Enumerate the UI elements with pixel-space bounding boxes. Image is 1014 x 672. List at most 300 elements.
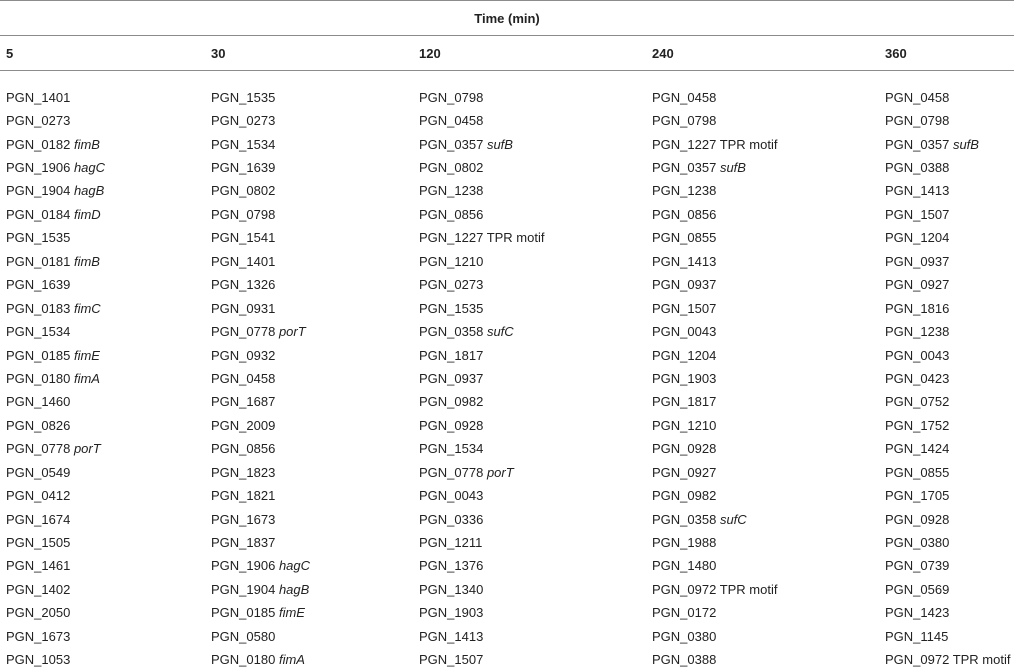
- table-cell: [0, 344, 205, 367]
- gene-name: fimB: [73, 136, 100, 152]
- gene-id: PGN_0412: [6, 488, 71, 504]
- table-cell: [646, 531, 879, 554]
- table-cell: [879, 649, 1014, 672]
- table-row: [0, 274, 1014, 297]
- table-cell: [205, 414, 413, 437]
- table-cell: [205, 649, 413, 672]
- table-cell: [879, 180, 1014, 203]
- table-cell: [646, 367, 879, 390]
- gene-name: porT: [486, 464, 514, 480]
- gene-id: PGN_1534: [6, 324, 71, 340]
- gene-id: PGN_1211: [419, 535, 483, 551]
- table-cell: [413, 133, 646, 156]
- gene-name: fimD: [73, 206, 101, 222]
- gene-id: PGN_0798: [211, 206, 276, 222]
- table-row: [0, 649, 1014, 672]
- table-cell: [879, 109, 1014, 132]
- table-cell: [413, 578, 646, 601]
- gene-id: PGN_1817: [419, 347, 484, 363]
- gene-id: PGN_1326: [211, 277, 276, 293]
- gene-id: PGN_1988: [652, 535, 717, 551]
- column-header: 5: [0, 36, 205, 71]
- gene-id: PGN_0423: [885, 370, 950, 386]
- table-cell: [879, 438, 1014, 461]
- gene-id: PGN_0928: [652, 441, 717, 457]
- table-cell: [205, 227, 413, 250]
- gene-id: PGN_1906: [211, 558, 276, 574]
- gene-id: PGN_0932: [211, 347, 276, 363]
- gene-id: PGN_1424: [885, 441, 950, 457]
- table-cell: [646, 156, 879, 179]
- table-cell: [879, 156, 1014, 179]
- gene-id: PGN_2009: [211, 417, 276, 433]
- gene-id: PGN_0380: [652, 628, 717, 644]
- gene-id: PGN_1823: [211, 464, 276, 480]
- table-row: [0, 250, 1014, 273]
- gene-id: PGN_1816: [885, 300, 950, 316]
- gene-id: PGN_1687: [211, 394, 276, 410]
- table-cell: [646, 203, 879, 226]
- gene-id: PGN_1227 TPR motif: [652, 136, 778, 152]
- gene-id: PGN_0185: [211, 605, 276, 621]
- table-cell: [0, 414, 205, 437]
- table-row: [0, 578, 1014, 601]
- gene-id: PGN_1904: [211, 581, 276, 597]
- gene-id: PGN_1534: [419, 441, 484, 457]
- gene-id: PGN_0273: [211, 113, 276, 129]
- table-cell: [646, 133, 879, 156]
- table-cell: [879, 320, 1014, 343]
- table-cell: [413, 227, 646, 250]
- table-cell: [0, 531, 205, 554]
- table-cell: [879, 250, 1014, 273]
- table-cell: [205, 297, 413, 320]
- gene-id: PGN_0458: [211, 370, 276, 386]
- table-cell: [0, 438, 205, 461]
- table-row: [0, 133, 1014, 156]
- table-row: [0, 602, 1014, 625]
- table-row: [0, 625, 1014, 648]
- table-cell: [0, 320, 205, 343]
- gene-id: PGN_1413: [652, 253, 717, 269]
- gene-id: PGN_2050: [6, 605, 71, 621]
- table-row: [0, 438, 1014, 461]
- gene-name: sufB: [719, 160, 746, 176]
- gene-name: porT: [73, 441, 101, 457]
- table-cell: [646, 86, 879, 109]
- table-cell: [205, 555, 413, 578]
- gene-id: PGN_0855: [885, 464, 950, 480]
- gene-id: PGN_0185: [6, 347, 71, 363]
- gene-id: PGN_0972 TPR motif: [652, 581, 778, 597]
- table-cell: [879, 602, 1014, 625]
- gene-id: PGN_1673: [6, 628, 71, 644]
- table-cell: [205, 531, 413, 554]
- gene-name: sufC: [719, 511, 747, 527]
- gene-id: PGN_1227 TPR motif: [419, 230, 545, 246]
- gene-id: PGN_0798: [652, 113, 717, 129]
- gene-id: PGN_1238: [419, 183, 484, 199]
- table-row: [0, 555, 1014, 578]
- table-row: [0, 531, 1014, 554]
- gene-id: PGN_1376: [419, 558, 484, 574]
- table-cell: [413, 391, 646, 414]
- gene-id: PGN_0569: [885, 581, 950, 597]
- gene-id: PGN_0458: [885, 89, 950, 105]
- gene-id: PGN_1903: [419, 605, 484, 621]
- column-header: 30: [205, 36, 413, 71]
- gene-id: PGN_1903: [652, 370, 717, 386]
- table-cell: [413, 461, 646, 484]
- gene-id: PGN_0798: [885, 113, 950, 129]
- column-header: 240: [646, 36, 879, 71]
- table-cell: [646, 227, 879, 250]
- table-cell: [879, 274, 1014, 297]
- table-cell: [879, 133, 1014, 156]
- table-cell: [413, 180, 646, 203]
- table-cell: [879, 227, 1014, 250]
- table-cell: [879, 625, 1014, 648]
- gene-id: PGN_1817: [652, 394, 717, 410]
- table-cell: [0, 203, 205, 226]
- gene-id: PGN_0458: [419, 113, 484, 129]
- table-title-row: [0, 1, 1014, 36]
- table-cell: [413, 274, 646, 297]
- gene-id: PGN_0826: [6, 417, 71, 433]
- gene-id: PGN_1461: [6, 558, 71, 574]
- table-row: [0, 109, 1014, 132]
- gene-id: PGN_0972 TPR motif: [885, 652, 1011, 668]
- table-row: [0, 367, 1014, 390]
- table-cell: [0, 484, 205, 507]
- table-cell: [0, 86, 205, 109]
- table-row: [0, 227, 1014, 250]
- gene-id: PGN_0172: [652, 605, 717, 621]
- gene-id: PGN_1705: [885, 488, 950, 504]
- table-cell: [879, 391, 1014, 414]
- gene-id: PGN_0358: [652, 511, 717, 527]
- table-cell: [205, 438, 413, 461]
- table-cell: [646, 250, 879, 273]
- gene-id: PGN_1535: [419, 300, 484, 316]
- gene-name: fimE: [73, 347, 100, 363]
- table-cell: [646, 602, 879, 625]
- table-cell: [879, 367, 1014, 390]
- gene-id: PGN_0388: [885, 160, 950, 176]
- gene-id: PGN_0549: [6, 464, 71, 480]
- table-cell: [205, 508, 413, 531]
- table-cell: [0, 391, 205, 414]
- table-cell: [879, 297, 1014, 320]
- gene-id: PGN_0180: [6, 370, 71, 386]
- gene-id: PGN_0273: [419, 277, 484, 293]
- gene-name: hagB: [73, 183, 105, 199]
- gene-id: PGN_1906: [6, 160, 71, 176]
- gene-id: PGN_1534: [211, 136, 276, 152]
- gene-id: PGN_0180: [211, 652, 276, 668]
- table-row: [0, 461, 1014, 484]
- table-title: Time (min): [0, 1, 1014, 36]
- gene-id: PGN_1507: [419, 652, 484, 668]
- gene-id: PGN_1752: [885, 417, 950, 433]
- gene-id: PGN_1401: [6, 89, 71, 105]
- gene-id: PGN_0856: [419, 206, 484, 222]
- gene-id: PGN_0184: [6, 206, 71, 222]
- gene-id: PGN_0937: [885, 253, 950, 269]
- table-cell: [413, 109, 646, 132]
- gene-name: porT: [278, 324, 306, 340]
- table-cell: [646, 320, 879, 343]
- table-row: [0, 180, 1014, 203]
- gene-id: PGN_0802: [419, 160, 484, 176]
- gene-id: PGN_1673: [211, 511, 276, 527]
- table-cell: [205, 367, 413, 390]
- gene-id: PGN_1238: [652, 183, 717, 199]
- table-cell: [646, 344, 879, 367]
- gene-id: PGN_0182: [6, 136, 71, 152]
- table-cell: [205, 391, 413, 414]
- table-cell: [0, 508, 205, 531]
- gene-id: PGN_0181: [6, 253, 71, 269]
- table-cell: [646, 555, 879, 578]
- table-cell: [0, 297, 205, 320]
- gene-id: PGN_0802: [211, 183, 276, 199]
- table-cell: [205, 156, 413, 179]
- table-cell: [205, 86, 413, 109]
- table-cell: [879, 86, 1014, 109]
- gene-id: PGN_1507: [885, 206, 950, 222]
- gene-id: PGN_0357: [419, 136, 484, 152]
- table-cell: [413, 156, 646, 179]
- gene-id: PGN_0928: [885, 511, 950, 527]
- gene-id: PGN_0739: [885, 558, 950, 574]
- table-cell: [646, 578, 879, 601]
- table-cell: [413, 367, 646, 390]
- table-cell: [413, 250, 646, 273]
- gene-id: PGN_0358: [419, 324, 484, 340]
- table-cell: [205, 602, 413, 625]
- gene-id: PGN_1204: [652, 347, 717, 363]
- gene-id: PGN_0982: [652, 488, 717, 504]
- gene-id: PGN_0931: [211, 300, 276, 316]
- gene-id: PGN_0778: [6, 441, 71, 457]
- gene-id: PGN_1460: [6, 394, 71, 410]
- table-cell: [205, 133, 413, 156]
- gene-id: PGN_0183: [6, 300, 71, 316]
- gene-id: PGN_0273: [6, 113, 71, 129]
- gene-id: PGN_0458: [652, 89, 717, 105]
- gene-id: PGN_1674: [6, 511, 71, 527]
- gene-id: PGN_1413: [885, 183, 950, 199]
- table-cell: [646, 391, 879, 414]
- table-cell: [413, 414, 646, 437]
- gene-id: PGN_1401: [211, 253, 276, 269]
- gene-name: fimE: [278, 605, 305, 621]
- gene-id: PGN_1837: [211, 535, 276, 551]
- gene-id: PGN_1423: [885, 605, 950, 621]
- table-row: [0, 414, 1014, 437]
- gene-id: PGN_1238: [885, 324, 950, 340]
- table-cell: [879, 461, 1014, 484]
- table-cell: [413, 438, 646, 461]
- table-cell: [0, 250, 205, 273]
- gene-id: PGN_1340: [419, 581, 484, 597]
- table-cell: [646, 414, 879, 437]
- table-cell: [879, 555, 1014, 578]
- table-cell: [413, 531, 646, 554]
- table-row: [0, 86, 1014, 109]
- gene-id: PGN_0043: [419, 488, 484, 504]
- gene-id: PGN_0388: [652, 652, 717, 668]
- table-cell: [205, 344, 413, 367]
- gene-name: fimC: [73, 300, 101, 316]
- table-cell: [879, 484, 1014, 507]
- table-row: [0, 320, 1014, 343]
- table-cell: [646, 109, 879, 132]
- table-row: [0, 344, 1014, 367]
- table-cell: [205, 461, 413, 484]
- gene-id: PGN_1402: [6, 581, 71, 597]
- gene-name: sufC: [486, 324, 514, 340]
- gene-id: PGN_0043: [885, 347, 950, 363]
- table-cell: [205, 180, 413, 203]
- gene-id: PGN_0798: [419, 89, 484, 105]
- gene-id: PGN_1639: [211, 160, 276, 176]
- table-cell: [413, 625, 646, 648]
- table-row: [0, 203, 1014, 226]
- table-cell: [413, 344, 646, 367]
- table-cell: [413, 602, 646, 625]
- gene-id: PGN_0043: [652, 324, 717, 340]
- gene-id: PGN_0937: [652, 277, 717, 293]
- table-cell: [413, 203, 646, 226]
- table-cell: [205, 203, 413, 226]
- table-cell: [0, 555, 205, 578]
- gene-id: PGN_1535: [211, 89, 276, 105]
- table-cell: [205, 484, 413, 507]
- gene-id: PGN_0855: [652, 230, 717, 246]
- table-cell: [205, 320, 413, 343]
- gene-name: fimA: [278, 652, 305, 668]
- column-header: 120: [413, 36, 646, 71]
- gene-id: PGN_1541: [211, 230, 276, 246]
- gene-id: PGN_0928: [419, 417, 484, 433]
- gene-id: PGN_0778: [419, 464, 484, 480]
- gene-id: PGN_1204: [885, 230, 950, 246]
- gene-id: PGN_0856: [211, 441, 276, 457]
- gene-name: hagC: [73, 160, 106, 176]
- gene-id: PGN_0927: [885, 277, 950, 293]
- table-cell: [0, 461, 205, 484]
- table-row: [0, 391, 1014, 414]
- table-cell: [205, 274, 413, 297]
- table-cell: [646, 625, 879, 648]
- table-cell: [0, 227, 205, 250]
- table-cell: [646, 297, 879, 320]
- table-cell: [0, 602, 205, 625]
- gene-id: PGN_0982: [419, 394, 484, 410]
- table-cell: [0, 109, 205, 132]
- table-cell: [413, 555, 646, 578]
- gene-id: PGN_0752: [885, 394, 950, 410]
- table-cell: [879, 508, 1014, 531]
- gene-id: PGN_0778: [211, 324, 276, 340]
- table-cell: [879, 578, 1014, 601]
- table-cell: [205, 625, 413, 648]
- table-cell: [646, 274, 879, 297]
- table-body: [0, 86, 1014, 672]
- gene-id: PGN_1480: [652, 558, 717, 574]
- gene-id: PGN_1145: [885, 628, 949, 644]
- gene-id: PGN_0927: [652, 464, 717, 480]
- gene-id: PGN_0357: [652, 160, 717, 176]
- gene-id: PGN_1821: [211, 488, 276, 504]
- table-cell: [205, 250, 413, 273]
- gene-id: PGN_1053: [6, 652, 71, 668]
- gene-name: fimB: [73, 253, 100, 269]
- gene-id: PGN_1210: [419, 253, 484, 269]
- table-cell: [0, 578, 205, 601]
- gene-id: PGN_0856: [652, 206, 717, 222]
- gene-id: PGN_0357: [885, 136, 950, 152]
- gene-id: PGN_1507: [652, 300, 717, 316]
- table-cell: [646, 484, 879, 507]
- gene-id: PGN_1904: [6, 183, 71, 199]
- table-cell: [0, 274, 205, 297]
- spacer-row: [0, 71, 1014, 87]
- table-cell: [205, 109, 413, 132]
- gene-id: PGN_0937: [419, 370, 484, 386]
- table-cell: [879, 203, 1014, 226]
- table-cell: [413, 649, 646, 672]
- table-row: [0, 508, 1014, 531]
- table-row: [0, 297, 1014, 320]
- table-cell: [646, 649, 879, 672]
- table-cell: [0, 367, 205, 390]
- table-row: [0, 156, 1014, 179]
- table-cell: [413, 508, 646, 531]
- gene-id: PGN_1535: [6, 230, 71, 246]
- column-header-row: [0, 36, 1014, 71]
- table-cell: [0, 156, 205, 179]
- table-cell: [879, 344, 1014, 367]
- table-cell: [0, 625, 205, 648]
- gene-id: PGN_0336: [419, 511, 484, 527]
- gene-id: PGN_1210: [652, 417, 717, 433]
- gene-name: sufB: [952, 136, 979, 152]
- gene-id: PGN_1505: [6, 535, 71, 551]
- table-cell: [646, 508, 879, 531]
- table-cell: [0, 133, 205, 156]
- table-cell: [0, 180, 205, 203]
- gene-name: hagC: [278, 558, 311, 574]
- gene-name: sufB: [486, 136, 513, 152]
- gene-name: fimA: [73, 370, 100, 386]
- table-cell: [0, 649, 205, 672]
- gene-name: hagB: [278, 581, 310, 597]
- gene-id: PGN_0580: [211, 628, 276, 644]
- table-cell: [879, 414, 1014, 437]
- table-cell: [413, 484, 646, 507]
- table-cell: [413, 86, 646, 109]
- table-cell: [879, 531, 1014, 554]
- table-cell: [646, 180, 879, 203]
- table-cell: [646, 438, 879, 461]
- gene-id: PGN_1639: [6, 277, 71, 293]
- table-row: [0, 484, 1014, 507]
- table-cell: [205, 578, 413, 601]
- table-cell: [413, 320, 646, 343]
